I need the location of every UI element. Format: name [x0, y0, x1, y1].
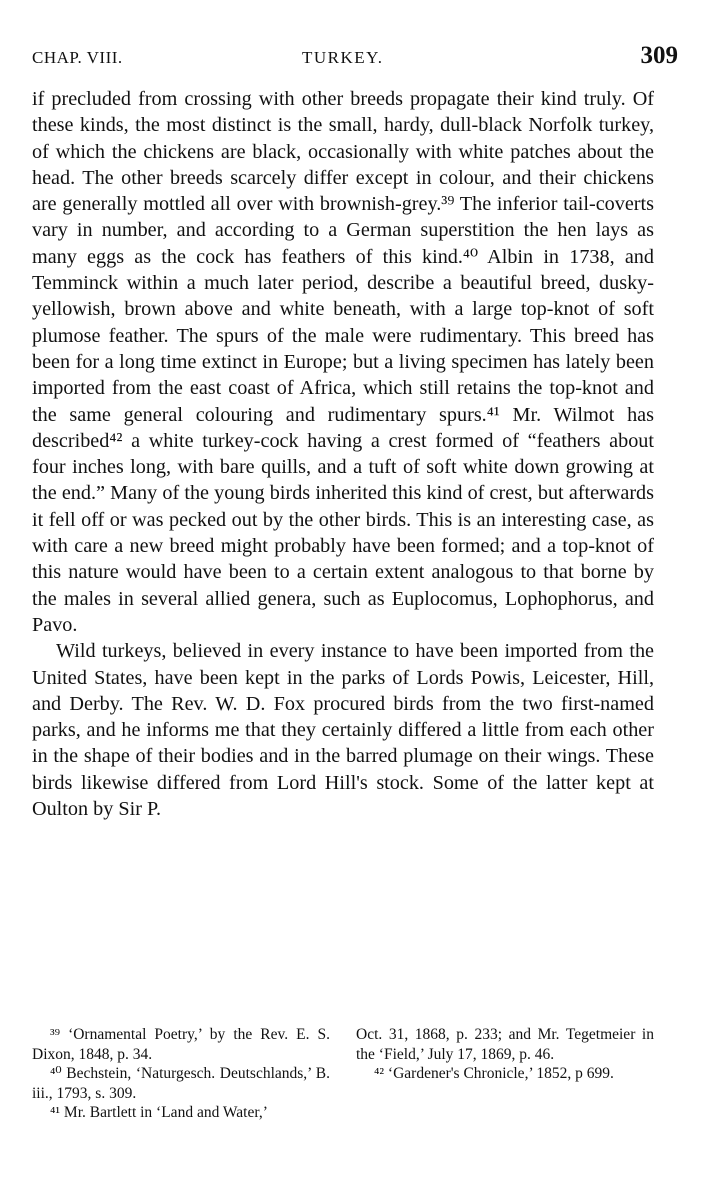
footnote-40: ⁴⁰ Bechstein, ‘Naturgesch. Deutschlands,’ B. iii., 1793, s. 309. [32, 1065, 330, 1102]
running-title: TURKEY. [302, 48, 384, 67]
footnote-41: ⁴¹ Mr. Bartlett in ‘Land and Water,’ [50, 1104, 268, 1121]
footnote-42: ⁴² ‘Gardener's Chronicle,’ 1852, p 699. [374, 1065, 614, 1082]
footnote-41-continued: Oct. 31, 1868, p. 233; and Mr. Tegetmeier in the ‘Field,’ July 17, 1869, p. 46. [356, 1026, 654, 1063]
page-number: 309 [640, 42, 678, 69]
paragraph-2: Wild turkeys, believed in every instance to have been imported from the United States, have been kept in the parks of Lords Powis, Leicester, Hill, and Derby. The Rev. W. D. Fox procured birds from the two first-named parks, and he informs me that they certainly differed a little from each other in the shape of their bodies and in the barred plumage on their wings. These birds likewise differed from Lord Hill's stock. Some of the latter kept at Oulton by Sir P. [32, 640, 654, 821]
paragraph-1: if precluded from crossing with other breeds propagate their kind truly. Of these kinds, the most distinct is the small, hardy, dull-black Norfolk turkey, of which the chickens are black, occasionally with white patches about the head. The other breeds scarcely differ except in colour, and their chickens are generally mottled all over with brownish-grey.³⁹ The inferior tail-coverts vary in number, and according to a German superstition the hen lays as many eggs as the cock has feathers of this kind.⁴⁰ Albin in 1738, and Temminck within a much later period, describe a beautiful breed, dusky-yellowish, brown above and white beneath, with a large top-knot of soft plumose feather. The spurs of the male were rudimentary. This breed has been for a long time extinct in Europe; but a living specimen has lately been imported from the east coast of Africa, which still retains the top-knot and the same general colouring and rudimentary spurs.⁴¹ Mr. Wilmot has described⁴² a white turkey-cock having a crest formed of “feathers about four inches long, with bare quills, and a tuft of soft white down growing at the end.” Many of the young birds inherited this kind of crest, but afterwards it fell off or was pecked out by the other birds. This is an interesting case, as with care a new breed might probably have been formed; and a top-knot of this nature would have been to a certain extent analogous to that borne by the males in several allied genera, such as Euplocomus, Lophophorus, and Pavo. [32, 88, 654, 636]
running-header [32, 40, 678, 76]
footnotes-left-column [32, 1025, 330, 1123]
main-text [32, 86, 654, 822]
chapter-label: CHAP. VIII. [32, 48, 123, 67]
footnote-39: ³⁹ ‘Ornamental Poetry,’ by the Rev. E. S. Dixon, 1848, p. 34. [32, 1026, 330, 1063]
footnotes-right-column [356, 1025, 654, 1084]
